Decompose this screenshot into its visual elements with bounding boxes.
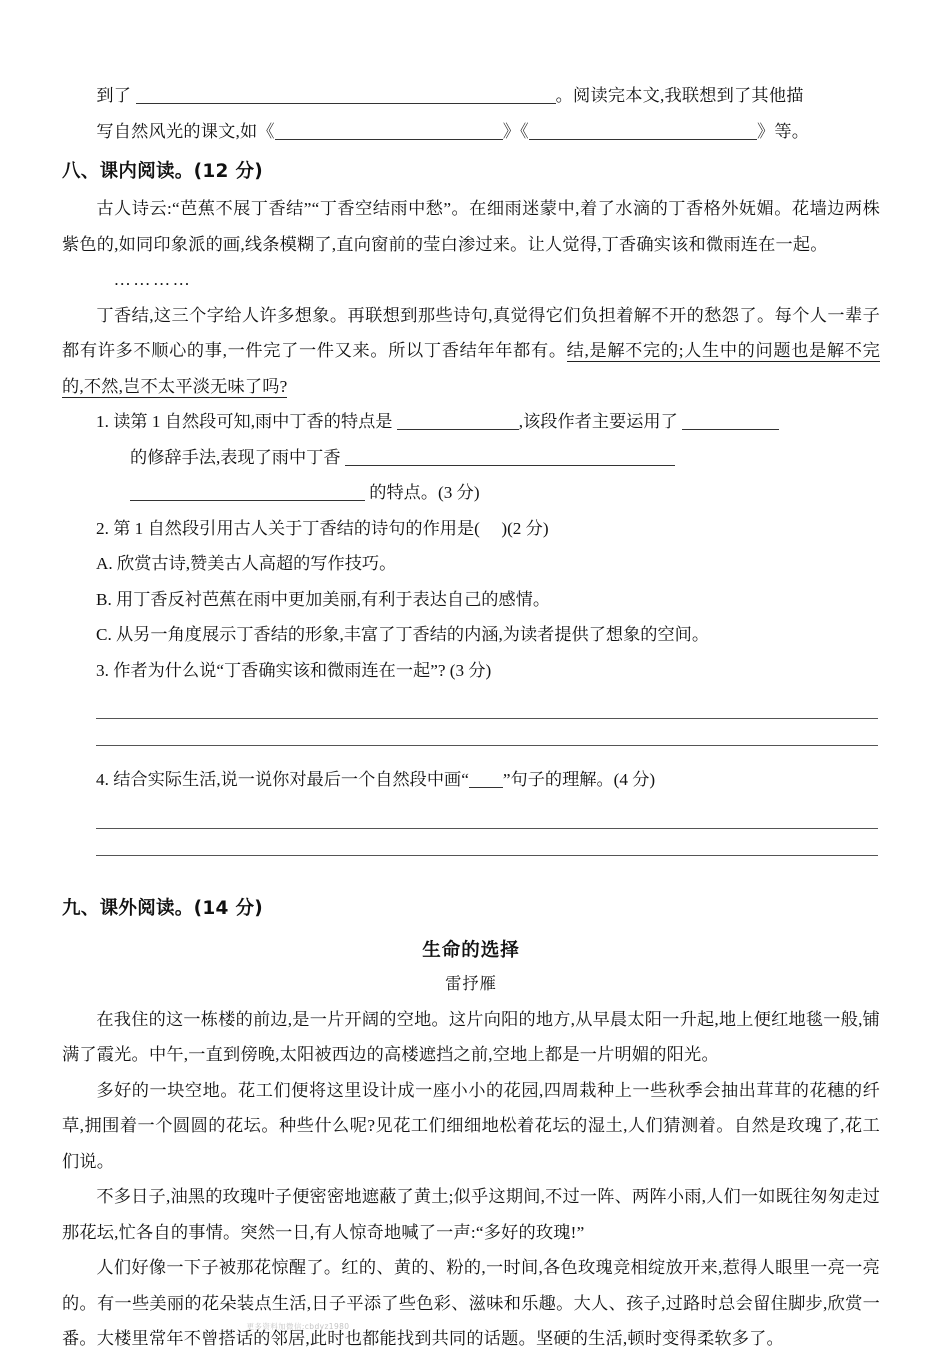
question-1-number: 1. xyxy=(96,412,109,431)
watermark: 更多资料加微信:cbdyz1980 xyxy=(246,1322,350,1331)
fill-blank[interactable] xyxy=(345,448,675,466)
section-8-passage-paragraph-1: 古人诗云:“芭蕉不展丁香结”“丁香空结雨中愁”。在细雨迷蒙中,着了水滴的丁香格外妩媚。花墙边两株紫色的,如同印象派的画,线条模糊了,直向窗前的莹白渗过来。让人觉得,丁香确实该和微雨连在一起。 xyxy=(62,199,880,254)
question-2-number: 2. xyxy=(96,518,109,538)
question-4-number: 4. xyxy=(96,770,109,789)
question-2 xyxy=(96,511,880,547)
question-3-number: 3. xyxy=(96,660,109,680)
question-2-answer-slot[interactable] xyxy=(480,519,501,538)
question-1-part-3: 的修辞手法,表现了雨中丁香 xyxy=(130,447,341,467)
continuation-text-after: 。阅读完本文,我联想到了其他描 xyxy=(555,86,804,105)
question-1-line-3 xyxy=(130,475,880,511)
section-8-passage-ellipsis: ………… xyxy=(113,270,193,289)
article-paragraph-4: 人们好像一下子被那花惊醒了。红的、黄的、粉的,一时间,各色玫瑰竞相绽放开来,惹得人眼里一亮一亮的。有一些美丽的花朵装点生活,日子平添了些色彩、滋味和乐趣。大人、孩子,过路时总会留住脚步,欣赏一番。大楼里常年不曾搭话的邻居,此时也都能找到共同的话题。坚硬的生活,顿时变得柔软多了。 xyxy=(62,1258,880,1348)
fill-blank[interactable] xyxy=(397,413,519,431)
question-2-option-a[interactable]: A. 欣赏古诗,赞美古人高超的写作技巧。 xyxy=(96,554,397,573)
continuation-text-before: 到了 xyxy=(96,86,132,105)
fill-blank[interactable] xyxy=(130,484,365,502)
section-8-passage-paragraph-3 xyxy=(62,298,880,405)
question-2-option-b[interactable]: B. 用丁香反衬芭蕉在雨中更加美丽,有利于表达自己的感情。 xyxy=(96,589,551,609)
question-4-part-1: 结合实际生活,说一说你对最后一个自然段中画“ xyxy=(113,770,469,789)
section-9-heading: 九、课外阅读。(14 分) xyxy=(62,897,263,919)
question-1-line-2 xyxy=(130,440,880,476)
question-1-part-2: ,该段作者主要运用了 xyxy=(518,412,678,431)
question-4 xyxy=(96,762,880,798)
fill-blank[interactable] xyxy=(469,771,503,789)
article-paragraph-1: 在我住的这一栋楼的前边,是一片开阔的空地。这片向阳的地方,从早晨太阳一升起,地上便红地毯一般,铺满了霞光。中午,一直到傍晚,太阳被西边的高楼遮挡之前,空地上都是一片明媚的阳光。 xyxy=(62,1009,880,1064)
answer-line[interactable] xyxy=(96,718,878,719)
continuation-block xyxy=(62,78,880,149)
continuation-text-2-mid: 》《 xyxy=(502,121,529,141)
continuation-text-2-after: 》等。 xyxy=(756,121,810,141)
question-2-text-tail: )(2 分) xyxy=(501,518,549,538)
fill-blank[interactable] xyxy=(682,413,779,431)
passage-plain-text: 丁香结,这三个字给人许多想象。再联想到那些诗句,真觉得它们负担着解不开的愁怨了。每个人一辈子都有许多不顺心的事,一件完了一件又来。所以丁香结年年都有。 xyxy=(62,305,880,360)
passage-underlined-sentence: 结,是解不完的;人生中的问题也是解不完的,不然,岂不太平淡无味了吗? xyxy=(62,341,880,396)
continuation-line-1 xyxy=(62,78,880,114)
question-2-option-c[interactable]: C. 从另一角度展示丁香结的形象,丰富了丁香结的内涵,为读者提供了想象的空间。 xyxy=(96,625,710,644)
question-3-text: 作者为什么说“丁香确实该和微雨连在一起”? (3 分) xyxy=(113,660,492,680)
question-1 xyxy=(96,404,880,511)
article-author: 雷抒雁 xyxy=(445,973,497,993)
answer-line[interactable] xyxy=(96,828,878,829)
question-2-text: 第 1 自然段引用古人关于丁香结的诗句的作用是( xyxy=(113,518,480,538)
continuation-text-2-before: 写自然风光的课文,如《 xyxy=(96,121,275,141)
fill-blank[interactable] xyxy=(529,122,757,140)
continuation-line-2 xyxy=(62,114,880,150)
article-paragraph-2: 多好的一块空地。花工们便将这里设计成一座小小的花园,四周栽种上一些秋季会抽出茸茸的花穗的纤草,拥围着一个圆圆的花坛。种些什么呢?见花工们细细地松着花坛的湿土,人们猜测着。自然是玫瑰了,花工们说。 xyxy=(62,1080,880,1171)
question-4-part-2: ”句子的理解。(4 分) xyxy=(502,770,656,789)
section-8-heading: 八、课内阅读。(12 分) xyxy=(62,161,263,182)
question-3 xyxy=(96,653,880,689)
article-paragraph-3: 不多日子,油黑的玫瑰叶子便密密地遮蔽了黄土;似乎这期间,不过一阵、两阵小雨,人们一如既往匆匆走过那花坛,忙各自的事情。突然一日,有人惊奇地喊了一声:“多好的玫瑰!” xyxy=(62,1187,880,1242)
fill-blank[interactable] xyxy=(136,87,556,105)
question-1-part-1: 读第 1 自然段可知,雨中丁香的特点是 xyxy=(113,412,393,431)
fill-blank[interactable] xyxy=(275,122,503,140)
article-title: 生命的选择 xyxy=(422,939,520,961)
question-1-part-4: 的特点。(3 分) xyxy=(369,483,480,502)
